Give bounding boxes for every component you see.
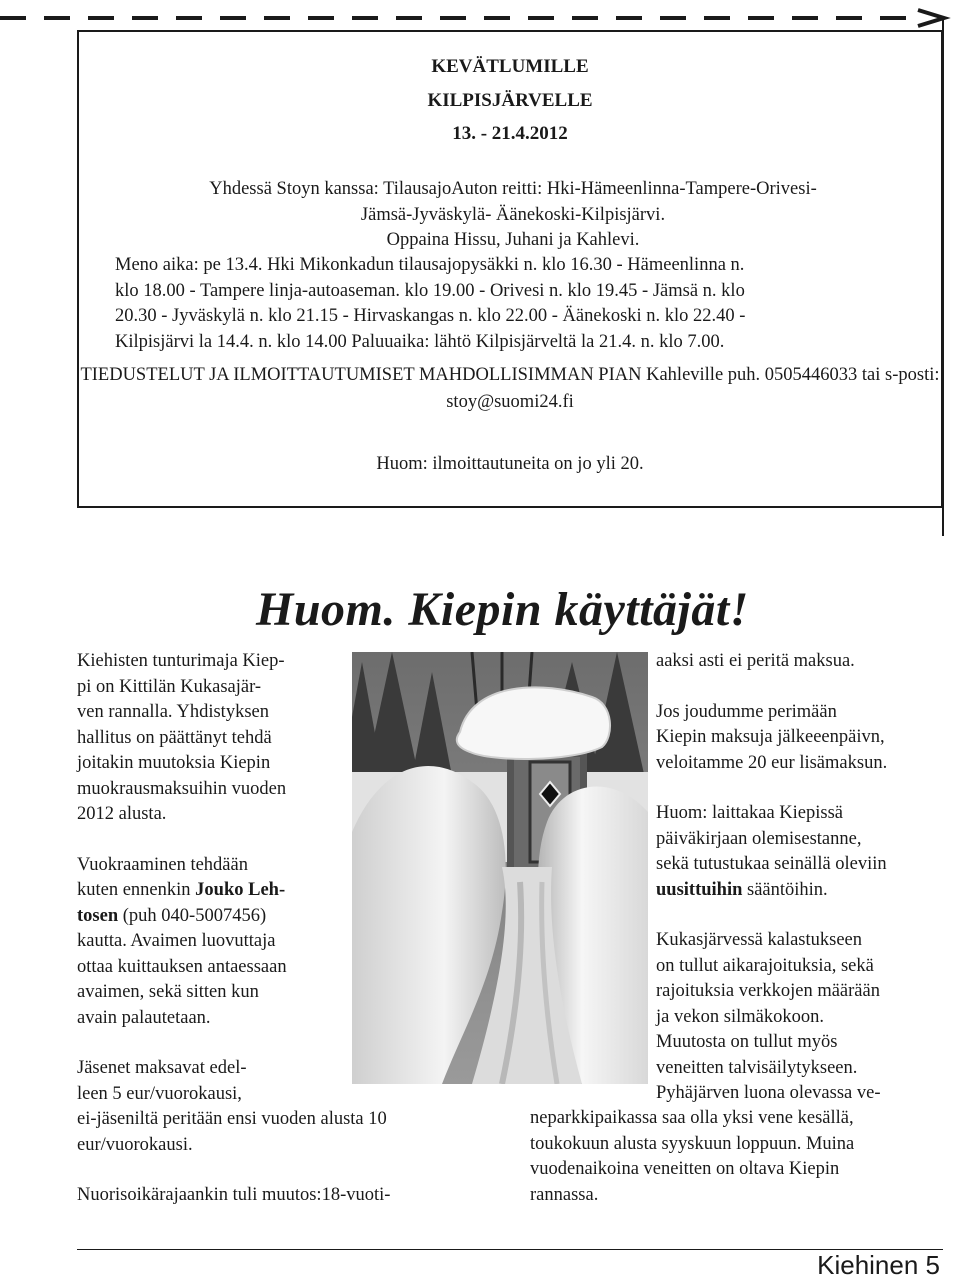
text-line: sekä tutustukaa seinällä oleviin bbox=[656, 854, 887, 874]
article-title: Huom. Kiepin käyttäjät! bbox=[256, 583, 749, 636]
schedule-line: klo 18.00 - Tampere linja-autoaseman. klo 19.00 - Orivesi n. klo 19.45 - Jämsä n. klo bbox=[115, 280, 745, 301]
text-line: pi on Kittilän Kukasajär- bbox=[77, 676, 262, 697]
text-line: Pyhäjärven luona olevassa ve- bbox=[656, 1083, 881, 1103]
dashed-arrow-line bbox=[0, 8, 960, 28]
text-line: veloitamme 20 eur lisämaksun. bbox=[656, 752, 888, 773]
route-line: Yhdessä Stoyn kanssa: TilausajoAuton reitti: Hki-Hämeenlinna-Tampere-Orivesi- bbox=[209, 179, 817, 199]
text-line: Kiehisten tunturimaja Kiep- bbox=[77, 651, 285, 671]
text-run: kuten ennenkin bbox=[77, 880, 196, 900]
text-line: ja vekon silmäkokoon. bbox=[656, 1006, 825, 1027]
schedule-line: Meno aika: pe 13.4. Hki Mikonkadun tilausajopysäkki n. klo 16.30 - Hämeenlinna n. bbox=[115, 255, 745, 275]
text-line: Nuorisoikärajaankin tuli muutos:18-vuoti- bbox=[77, 1185, 391, 1205]
text-line: 2012 alusta. bbox=[77, 804, 167, 824]
text-line: Kiepin maksuja jälkeeenpäivn, bbox=[656, 727, 885, 747]
schedule-line: Kilpisjärvi la 14.4. n. klo 14.00 Paluuaika: lähtö Kilpisjärveltä la 21.4. n. klo 7.00. bbox=[115, 331, 725, 352]
text-line bbox=[77, 878, 390, 904]
contact-name: Jouko Leh- bbox=[195, 880, 286, 900]
right-column-top bbox=[656, 649, 887, 1107]
route-line: Jämsä-Jyväskylä- Äänekoski-Kilpisjärvi. bbox=[360, 204, 666, 225]
page-footer: Kiehinen 5 bbox=[817, 1250, 940, 1280]
notice-route bbox=[123, 177, 903, 254]
contact-line: Kahleville puh. bbox=[646, 365, 761, 385]
text-line: ottaa kuittauksen antaessaan bbox=[77, 956, 287, 977]
text-line: toukokuun alusta syyskuun loppuun. Muina bbox=[530, 1133, 855, 1154]
text-line bbox=[656, 878, 887, 904]
footer-rule bbox=[77, 1249, 943, 1250]
trip-notice-box bbox=[77, 30, 943, 508]
text-line: kautta. Avaimen luovuttaja bbox=[77, 931, 276, 951]
text-line: eur/vuorokausi. bbox=[77, 1134, 193, 1155]
text-line: joitakin muutoksia Kiepin bbox=[77, 753, 271, 773]
text-line: muokrausmaksuihin vuoden bbox=[77, 778, 287, 799]
text-line: Jäsenet maksavat edel- bbox=[77, 1058, 247, 1078]
notice-title-1: KEVÄTLUMILLE bbox=[431, 56, 589, 77]
text-line: Jos joudumme perimään bbox=[656, 701, 837, 722]
text-line: Muutosta on tullut myös bbox=[656, 1032, 838, 1052]
contact-phone: (puh 040-5007456) bbox=[118, 905, 267, 926]
text-run: sääntöihin. bbox=[742, 879, 828, 900]
text-line: vuodenaikoina veneitten on oltava Kiepin bbox=[530, 1159, 840, 1179]
guides-line: Oppaina Hissu, Juhani ja Kahlevi. bbox=[386, 230, 640, 250]
right-column-bottom bbox=[530, 1106, 854, 1208]
snowy-outhouse-photo bbox=[352, 652, 648, 1084]
text-line: Vuokraaminen tehdään bbox=[77, 854, 248, 875]
text-line: veneitten talvisäilytykseen. bbox=[656, 1057, 858, 1078]
notice-signup-count: Huom: ilmoittautuneita on jo yli 20. bbox=[376, 454, 644, 474]
notice-title-2: KILPISJÄRVELLE bbox=[427, 90, 593, 111]
text-line: päiväkirjaan olemisestanne, bbox=[656, 828, 862, 849]
contact-email-line: 0505446033 tai s-posti: stoy@suomi24.fi bbox=[446, 365, 940, 412]
schedule-line: 20.30 - Jyväskylä n. klo 21.15 - Hirvaskangas n. klo 22.00 - Äänekoski n. klo 22.40 - bbox=[115, 306, 746, 326]
text-line bbox=[77, 904, 390, 930]
contact-line: TIEDUSTELUT JA ILMOITTAUTUMISET MAHDOLLISIMMAN PIAN bbox=[80, 365, 642, 385]
text-line: rajoituksia verkkojen määrään bbox=[656, 981, 880, 1001]
notice-dates: 13. - 21.4.2012 bbox=[452, 123, 568, 144]
text-line: avaimen, sekä sitten kun bbox=[77, 982, 259, 1002]
text-line: rannassa. bbox=[530, 1184, 599, 1205]
text-line: neparkkipaikassa saa olla yksi vene kesällä, bbox=[530, 1108, 854, 1128]
text-line: on tullut aikarajoituksia, sekä bbox=[656, 955, 874, 976]
text-line: leen 5 eur/vuorokausi, bbox=[77, 1083, 242, 1104]
text-line: ei-jäseniltä peritään ensi vuoden alusta 10 bbox=[77, 1109, 387, 1129]
text-line: aaksi asti ei peritä maksua. bbox=[656, 651, 855, 671]
left-column bbox=[77, 649, 390, 1209]
text-line: Kukasjärvessä kalastukseen bbox=[656, 930, 863, 950]
text-line: hallitus on päättänyt tehdä bbox=[77, 727, 272, 748]
text-line: avain palautetaan. bbox=[77, 1007, 211, 1028]
text-line: ven rannalla. Yhdistyksen bbox=[77, 702, 269, 722]
notice-contact bbox=[79, 362, 941, 416]
notice-schedule bbox=[115, 253, 895, 355]
contact-name: tosen bbox=[77, 905, 119, 926]
text-line: Huom: laittakaa Kiepissä bbox=[656, 803, 844, 823]
emphasis-text: uusittuihin bbox=[656, 879, 743, 900]
